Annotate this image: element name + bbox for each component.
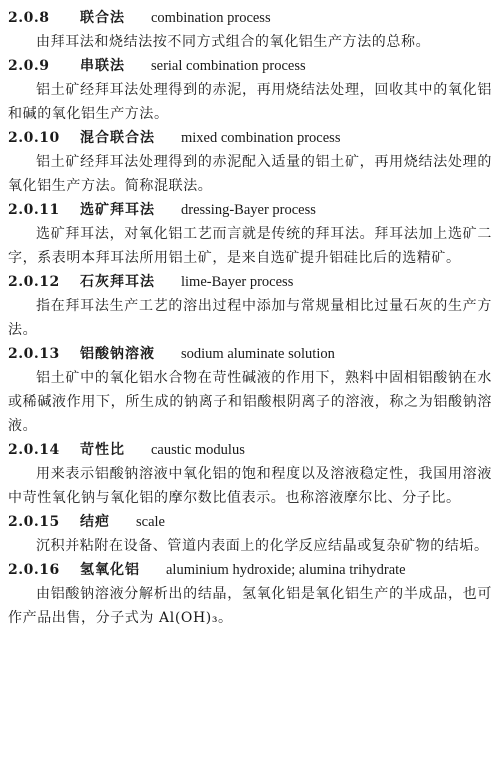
entry-heading (8, 54, 492, 78)
entry-definition: 铝土矿经拜耳法处理得到的赤泥配入适量的铝土矿，再用烧结法处理的氧化铝生产方法。简称混联法。 (8, 154, 492, 194)
term-english: mixed combination process (181, 130, 341, 146)
term-chinese: 苛性比 (80, 442, 125, 458)
term-english: caustic modulus (151, 442, 245, 458)
entry-number: 2.0.9 (8, 58, 50, 74)
entry-2-0-16 (8, 558, 492, 630)
entry-2-0-9 (8, 54, 492, 126)
entry-number: 2.0.12 (8, 274, 60, 290)
entry-heading (8, 6, 492, 30)
entry-definition: 铝土矿中的氧化铝水合物在苛性碱液的作用下，熟料中固相铝酸钠在水或稀碱液作用下，所生成的钠离子和铝酸根阴离子的溶液，称之为铝酸钠溶液。 (8, 370, 492, 434)
entry-heading (8, 510, 492, 534)
entry-number: 2.0.10 (8, 130, 60, 146)
entry-2-0-12 (8, 270, 492, 342)
term-chinese: 联合法 (80, 10, 125, 26)
entry-heading (8, 126, 492, 150)
entry-definition: 由拜耳法和烧结法按不同方式组合的氧化铝生产方法的总称。 (36, 34, 431, 50)
entry-number: 2.0.11 (8, 202, 60, 218)
term-english: serial combination process (151, 58, 306, 74)
term-english: dressing-Bayer process (181, 202, 316, 218)
entry-definition: 指在拜耳法生产工艺的溶出过程中添加与常规量相比过量石灰的生产方法。 (8, 298, 492, 338)
term-chinese: 串联法 (80, 58, 125, 74)
entry-heading (8, 342, 492, 366)
entry-number: 2.0.13 (8, 346, 60, 362)
term-chinese: 石灰拜耳法 (80, 274, 155, 290)
term-chinese: 氢氧化铝 (80, 562, 140, 578)
entry-definition: 沉积并粘附在设备、管道内表面上的化学反应结晶或复杂矿物的结垢。 (36, 538, 489, 554)
term-chinese: 混合联合法 (80, 130, 155, 146)
entry-2-0-10 (8, 126, 492, 198)
entry-heading (8, 558, 492, 582)
term-english: scale (136, 514, 165, 530)
term-chinese: 选矿拜耳法 (80, 202, 155, 218)
entry-number: 2.0.14 (8, 442, 60, 458)
entry-definition: 选矿拜耳法，对氧化铝工艺而言就是传统的拜耳法。拜耳法加上选矿二字，系表明本拜耳法所用铝土矿，是来自选矿提升铝硅比后的选精矿。 (8, 226, 492, 266)
entry-definition: 用来表示铝酸钠溶液中氧化铝的饱和程度以及溶液稳定性，我国用溶液中苛性氧化钠与氧化铝的摩尔数比值表示。也称溶液摩尔比、分子比。 (8, 466, 492, 506)
entry-number: 2.0.16 (8, 562, 60, 578)
term-english: lime-Bayer process (181, 274, 294, 290)
entry-2-0-15 (8, 510, 492, 558)
entry-2-0-8 (8, 6, 492, 54)
term-english: aluminium hydroxide; alumina trihydrate (166, 562, 406, 578)
entry-2-0-13 (8, 342, 492, 438)
entry-heading (8, 438, 492, 462)
entry-number: 2.0.8 (8, 10, 50, 26)
entry-definition: 由铝酸钠溶液分解析出的结晶，氢氧化铝是氧化铝生产的半成品，也可作产品出售，分子式为 Al(OH)₃。 (8, 586, 492, 626)
entry-2-0-14 (8, 438, 492, 510)
term-english: sodium aluminate solution (181, 346, 335, 362)
term-english: combination process (151, 10, 271, 26)
entry-2-0-11 (8, 198, 492, 270)
entry-heading (8, 270, 492, 294)
entry-definition: 铝土矿经拜耳法处理得到的赤泥，再用烧结法处理，回收其中的氧化铝和碱的氧化铝生产方法。 (8, 82, 492, 122)
entry-number: 2.0.15 (8, 514, 60, 530)
term-chinese: 铝酸钠溶液 (80, 346, 155, 362)
term-chinese: 结疤 (80, 514, 110, 530)
entry-heading (8, 198, 492, 222)
